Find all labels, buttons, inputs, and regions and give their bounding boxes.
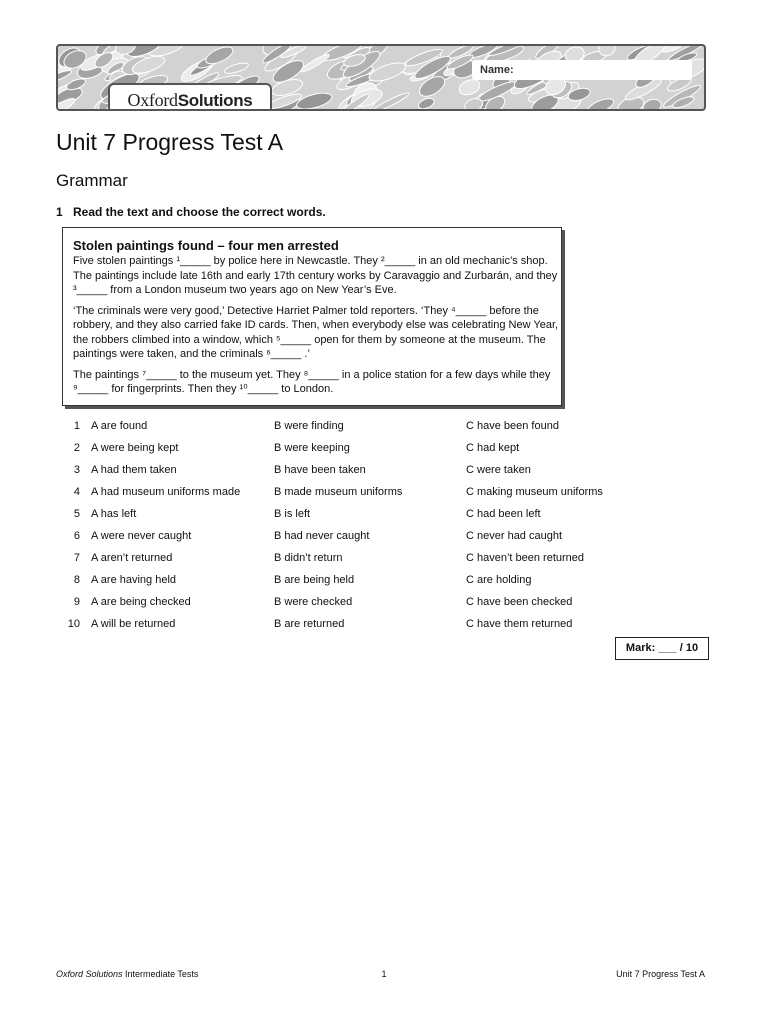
option-c[interactable]: C had kept [466, 442, 520, 454]
option-number: 4 [73, 486, 80, 498]
option-a[interactable]: A are having held [91, 574, 177, 586]
option-row [56, 569, 616, 591]
option-c[interactable]: C making museum uniforms [466, 486, 603, 498]
exercise-number: 1 [56, 205, 63, 219]
option-a[interactable]: A were being kept [91, 442, 179, 454]
option-number: 5 [73, 508, 80, 520]
option-number: 3 [73, 464, 80, 476]
option-b[interactable]: B made museum uniforms [274, 486, 403, 498]
article-paragraph: ‘The criminals were very good,’ Detective Harriet Palmer told reporters. ‘They ⁴_____ before the robbery, and they also carried fake ID cards. Then, when everybody else was celebrating New Year, the robbers climbed into a window, which ⁵_____ open for them by someone at the museum. The paintings were taken, and the criminals ⁶_____ .’ [73, 304, 559, 360]
page-number: 1 [381, 969, 387, 979]
article-paragraph: The paintings ⁷_____ to the museum yet. They ⁸_____ in a police station for a few days while they ⁹_____ for fingerprints. Then they ¹⁰_____ to London. [73, 368, 551, 395]
option-a[interactable]: A are found [91, 420, 148, 432]
option-b[interactable]: B were finding [274, 420, 344, 432]
option-c[interactable]: C have them returned [466, 618, 573, 630]
article-box [62, 227, 562, 406]
option-row [56, 415, 616, 437]
footer-unit: Unit 7 Progress Test A [616, 969, 705, 979]
option-c[interactable]: C were taken [466, 464, 531, 476]
option-number: 1 [73, 420, 80, 432]
name-label: Name: [480, 64, 514, 76]
option-b[interactable]: B are being held [274, 574, 355, 586]
option-row [56, 481, 616, 503]
option-a[interactable]: A are being checked [91, 596, 191, 608]
option-a[interactable]: A had them taken [91, 464, 177, 476]
name-field[interactable] [472, 60, 692, 80]
option-b[interactable]: B were checked [274, 596, 353, 608]
option-c[interactable]: C have been found [466, 420, 559, 432]
option-a[interactable]: A has left [91, 508, 137, 520]
option-row [56, 459, 616, 481]
options-table [56, 415, 616, 635]
option-number: 2 [73, 442, 80, 454]
option-c[interactable]: C have been checked [466, 596, 573, 608]
option-a[interactable]: A had museum uniforms made [91, 486, 241, 498]
article-heading: Stolen paintings found – four men arrested [73, 238, 339, 253]
header-banner [56, 44, 706, 111]
brand-logo: OxfordSolutions [127, 90, 253, 110]
option-b[interactable]: B are returned [274, 618, 345, 630]
option-a[interactable]: A aren’t returned [91, 552, 173, 564]
mark-box: Mark: ___ / 10 [615, 637, 709, 660]
option-c[interactable]: C never had caught [466, 530, 563, 542]
option-b[interactable]: B were keeping [274, 442, 350, 454]
brand-tab [108, 83, 272, 111]
option-a[interactable]: A will be returned [91, 618, 176, 630]
option-b[interactable]: B had never caught [274, 530, 370, 542]
section-title: Grammar [56, 171, 128, 190]
option-row [56, 503, 616, 525]
option-b[interactable]: B is left [274, 508, 311, 520]
option-a[interactable]: A were never caught [91, 530, 192, 542]
option-number: 6 [73, 530, 80, 542]
option-c[interactable]: C had been left [466, 508, 541, 520]
option-row [56, 591, 616, 613]
instruction-text: Read the text and choose the correct words. [73, 205, 326, 219]
exercise-instruction [56, 205, 326, 219]
option-c[interactable]: C are holding [466, 574, 532, 586]
option-number: 10 [67, 618, 80, 630]
option-row [56, 437, 616, 459]
option-row [56, 547, 616, 569]
article-paragraph: Five stolen paintings ¹_____ by police here in Newcastle. They ²_____ in an old mechanic’s shop. The paintings include late 16th and early 17th century works by Caravaggio and Zurbarán, and they ³_____ from a London museum two years ago on New Year’s Eve. [73, 255, 558, 296]
option-c[interactable]: C haven’t been returned [466, 552, 585, 564]
option-number: 9 [73, 596, 80, 608]
option-row [56, 525, 616, 547]
footer-title: Oxford Solutions Intermediate Tests [56, 969, 199, 979]
option-row [56, 613, 616, 635]
option-number: 7 [73, 552, 80, 564]
option-b[interactable]: B have been taken [274, 464, 366, 476]
option-number: 8 [73, 574, 80, 586]
page-title: Unit 7 Progress Test A [56, 129, 284, 155]
option-b[interactable]: B didn’t return [274, 552, 343, 564]
